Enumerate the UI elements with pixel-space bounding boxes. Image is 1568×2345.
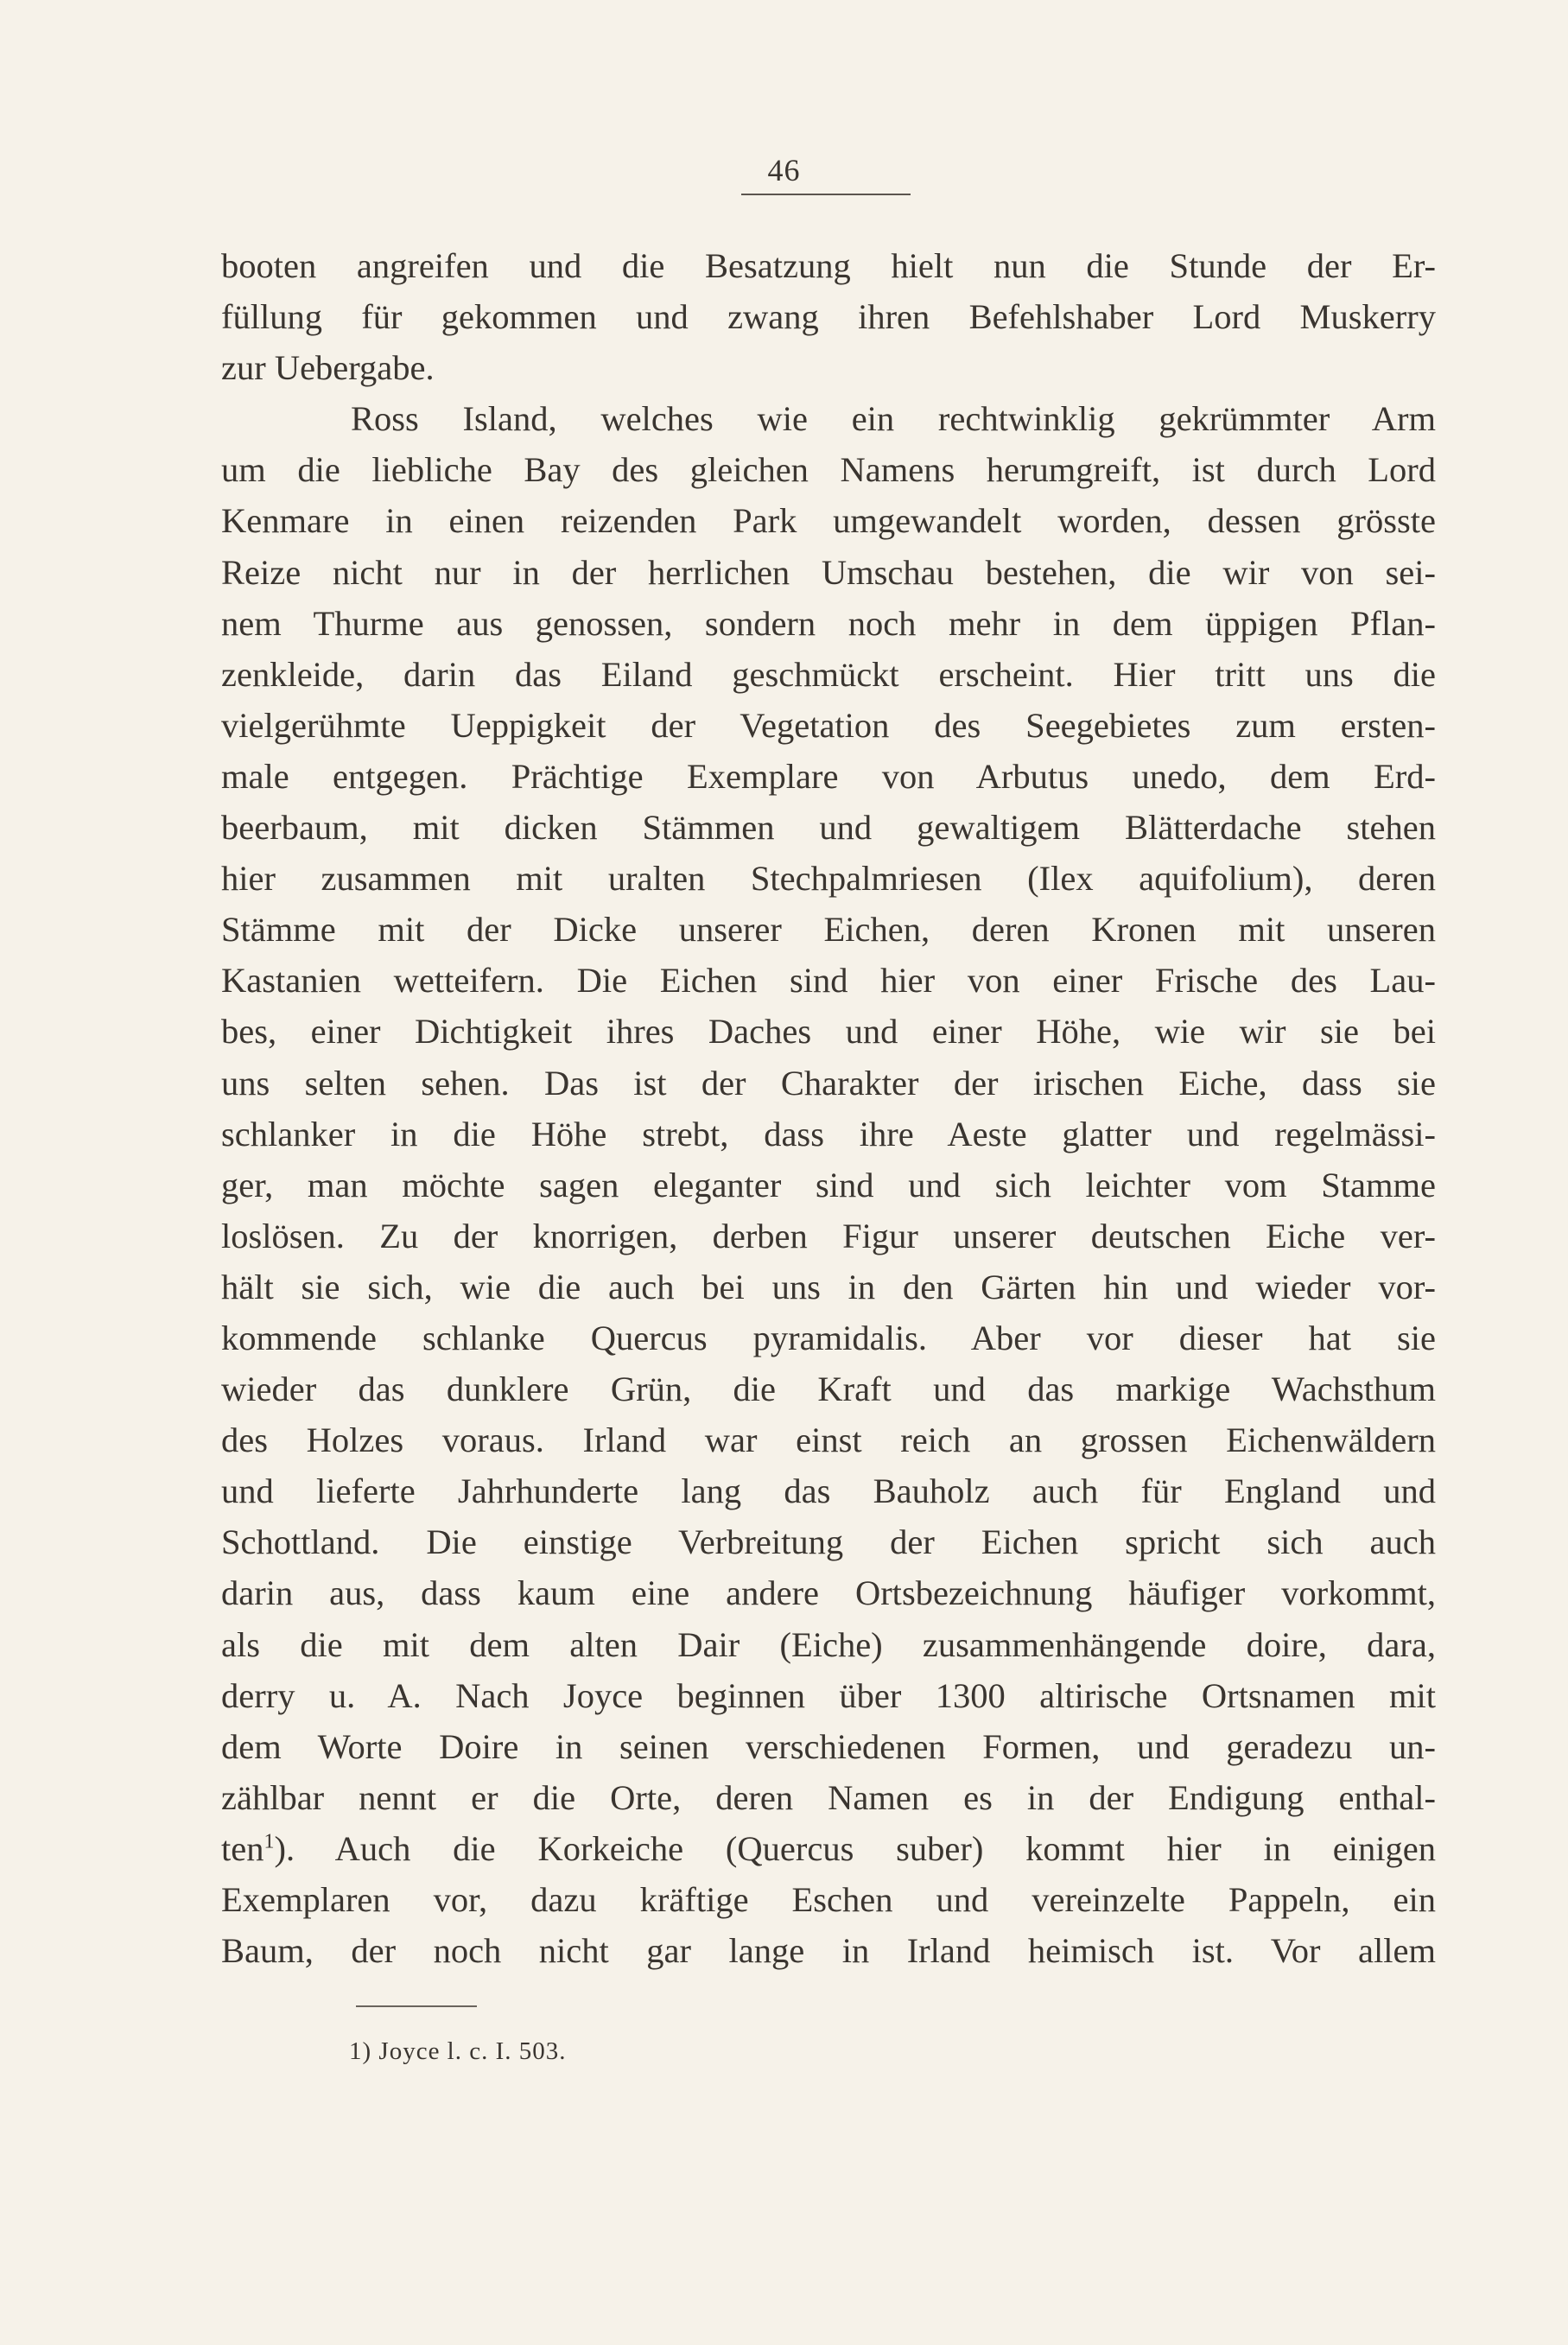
paragraph-1 [221,240,1436,393]
text-line: des Holzes voraus. Irland war einst reich an grossen Eichenwäldern [221,1420,1436,1460]
text-line: booten angreifen und die Besatzung hielt nun die Stunde der Er- [221,246,1436,285]
text-line: Baum, der noch nicht gar lange in Irland heimisch ist. Vor allem [221,1931,1436,1971]
text-line: um die liebliche Bay des gleichen Namens herumgreift, ist durch Lord [221,450,1436,490]
page-number: 46 [767,153,801,187]
text-line: Exemplaren vor, dazu kräftige Eschen und vereinzelte Pappeln, ein [221,1880,1436,1919]
body-text [221,240,1436,1994]
footnote: 1) Joyce l. c. I. 503. [349,2037,567,2065]
text-line: füllung für gekommen und zwang ihren Befehlshaber Lord Muskerry [221,297,1436,337]
line-text-after-note: ). Auch die Korkeiche (Quercus suber) kommt hier in einigen [274,1828,1436,1868]
text-line: vielgerühmte Ueppigkeit der Vegetation des Seegebietes zum ersten- [221,705,1436,745]
text-line: als die mit dem alten Dair (Eiche) zusammenhängende doire, dara, [221,1624,1436,1664]
text-line: derry u. A. Nach Joyce beginnen über 1300 altirische Ortsnamen mit [221,1675,1436,1715]
text-line: male entgegen. Prächtige Exemplare von Arbutus unedo, dem Erd- [221,756,1436,796]
text-line: uns selten sehen. Das ist der Charakter der irischen Eiche, dass sie [221,1063,1436,1103]
text-line: Ross Island, welches wie ein rechtwinklig gekrümmter Arm [351,399,1436,439]
text-line: zählbar nennt er die Orte, deren Namen es in der Endigung enthal- [221,1777,1436,1817]
text-line: dem Worte Doire in seinen verschiedenen Formen, und geradezu un- [221,1726,1436,1766]
text-line: loslösen. Zu der knorrigen, derben Figur unserer deutschen Eiche ver- [221,1216,1436,1255]
text-line-with-footnote [221,1823,1436,1874]
text-line: beerbaum, mit dicken Stämmen und gewaltigem Blätterdache stehen [221,808,1436,848]
text-line: Kastanien wetteifern. Die Eichen sind hier von einer Frische des Lau- [221,961,1436,1001]
page-number-rule [741,194,911,195]
text-line: und lieferte Jahrhunderte lang das Bauholz auch für England und [221,1471,1436,1511]
footnote-separator [356,2005,477,2007]
text-line: nem Thurme aus genossen, sondern noch mehr in dem üppigen Pflan- [221,603,1436,643]
text-line: ger, man möchte sagen eleganter sind und sich leichter vom Stamme [221,1165,1436,1204]
footnote-marker: 1 [263,1830,275,1853]
text-line: hier zusammen mit uralten Stechpalmriesen (Ilex aquifolium), deren [221,859,1436,899]
text-line: schlanker in die Höhe strebt, dass ihre Aeste glatter und regelmässi- [221,1114,1436,1153]
text-line: Reize nicht nur in der herrlichen Umschau bestehen, die wir von sei- [221,552,1436,592]
text-line: darin aus, dass kaum eine andere Ortsbezeichnung häufiger vorkommt, [221,1573,1436,1613]
text-line: wieder das dunklere Grün, die Kraft und das markige Wachsthum [221,1370,1436,1409]
text-line: zur Uebergabe. [221,348,435,388]
text-line: Schottland. Die einstige Verbreitung der Eichen spricht sich auch [221,1522,1436,1562]
text-line: hält sie sich, wie die auch bei uns in den Gärten hin und wieder vor- [221,1267,1436,1306]
text-line: Kenmare in einen reizenden Park umgewandelt worden, dessen grösste [221,501,1436,541]
text-line: zenkleide, darin das Eiland geschmückt erscheint. Hier tritt uns die [221,654,1436,694]
paragraph-2 [221,393,1436,1976]
text-line: Stämme mit der Dicke unserer Eichen, deren Kronen mit unseren [221,910,1436,950]
text-line: kommende schlanke Quercus pyramidalis. Aber vor dieser hat sie [221,1318,1436,1357]
line-text-before-note: ten [221,1828,264,1868]
text-line: bes, einer Dichtigkeit ihres Daches und einer Höhe, wie wir sie bei [221,1012,1436,1052]
